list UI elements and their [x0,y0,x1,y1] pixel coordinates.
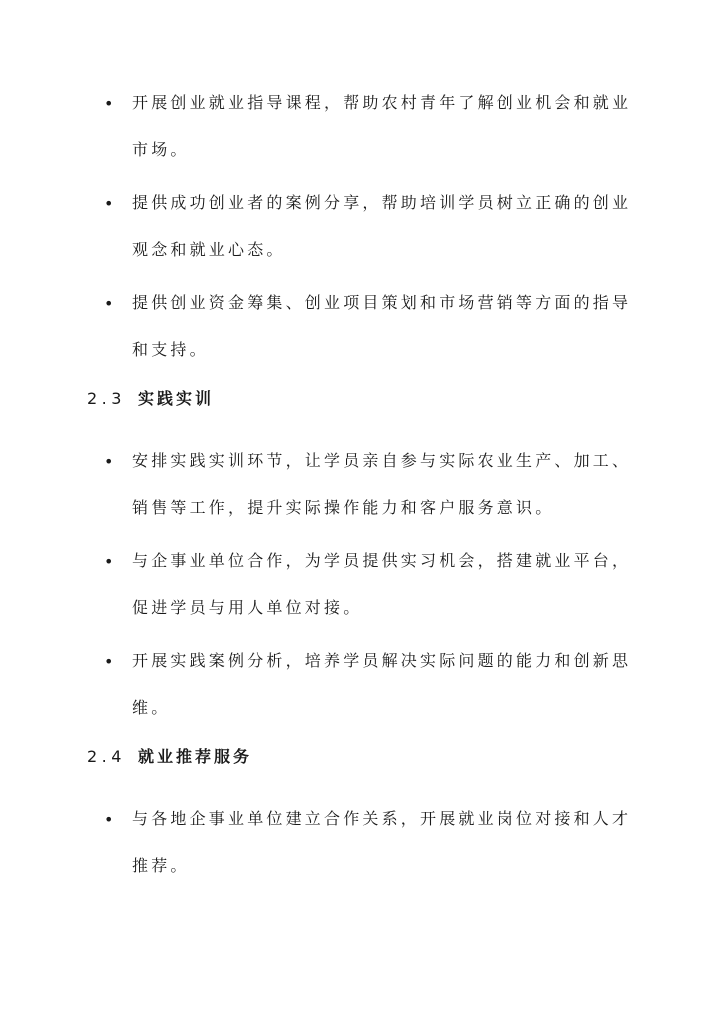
list-item [104,290,632,373]
text-line: 促进学员与用人单位对接。 [132,598,363,617]
text-line: 市场。 [132,140,190,159]
section-heading [87,745,252,769]
text-line: 与各地企事业单位建立合作关系，开展就业岗位对接和人才 [132,809,632,828]
list-item-text [132,79,632,173]
list-item-text [132,537,632,631]
section-number: 2.3 [87,389,126,408]
list-item [104,190,632,273]
section-title: 实践实训 [137,389,214,408]
list-item-text [132,637,632,731]
list-item-text [132,179,632,273]
list-item [104,90,632,173]
text-line: 开展创业就业指导课程，帮助农村青年了解创业机会和就业 [132,93,632,112]
section-number: 2.4 [87,747,126,766]
bullet-marker: • [104,552,114,571]
list-item-text [132,279,632,373]
bullet-marker: • [104,652,114,671]
bullet-marker: • [104,194,114,213]
bullet-marker: • [104,94,114,113]
text-line: 安排实践实训环节，让学员亲自参与实际农业生产、加工、 [132,451,632,470]
text-line: 维。 [132,698,171,717]
list-item [104,648,632,731]
text-line: 和支持。 [132,340,209,359]
text-line: 推荐。 [132,856,190,875]
text-line: 提供创业资金筹集、创业项目策划和市场营销等方面的指导 [132,293,632,312]
list-item-text [132,437,632,531]
section-heading [87,387,214,411]
section-title: 就业推荐服务 [137,747,252,766]
bullet-marker: • [104,452,114,471]
list-item [104,448,632,531]
text-line: 销售等工作，提升实际操作能力和客户服务意识。 [132,498,555,517]
text-line: 开展实践案例分析，培养学员解决实际问题的能力和创新思 [132,651,632,670]
text-line: 提供成功创业者的案例分享，帮助培训学员树立正确的创业 [132,193,632,212]
list-item-text [132,795,632,889]
bullet-marker: • [104,294,114,313]
list-item [104,548,632,631]
text-line: 观念和就业心态。 [132,240,286,259]
text-line: 与企事业单位合作，为学员提供实习机会，搭建就业平台， [132,551,632,570]
list-item [104,806,632,889]
bullet-marker: • [104,810,114,829]
